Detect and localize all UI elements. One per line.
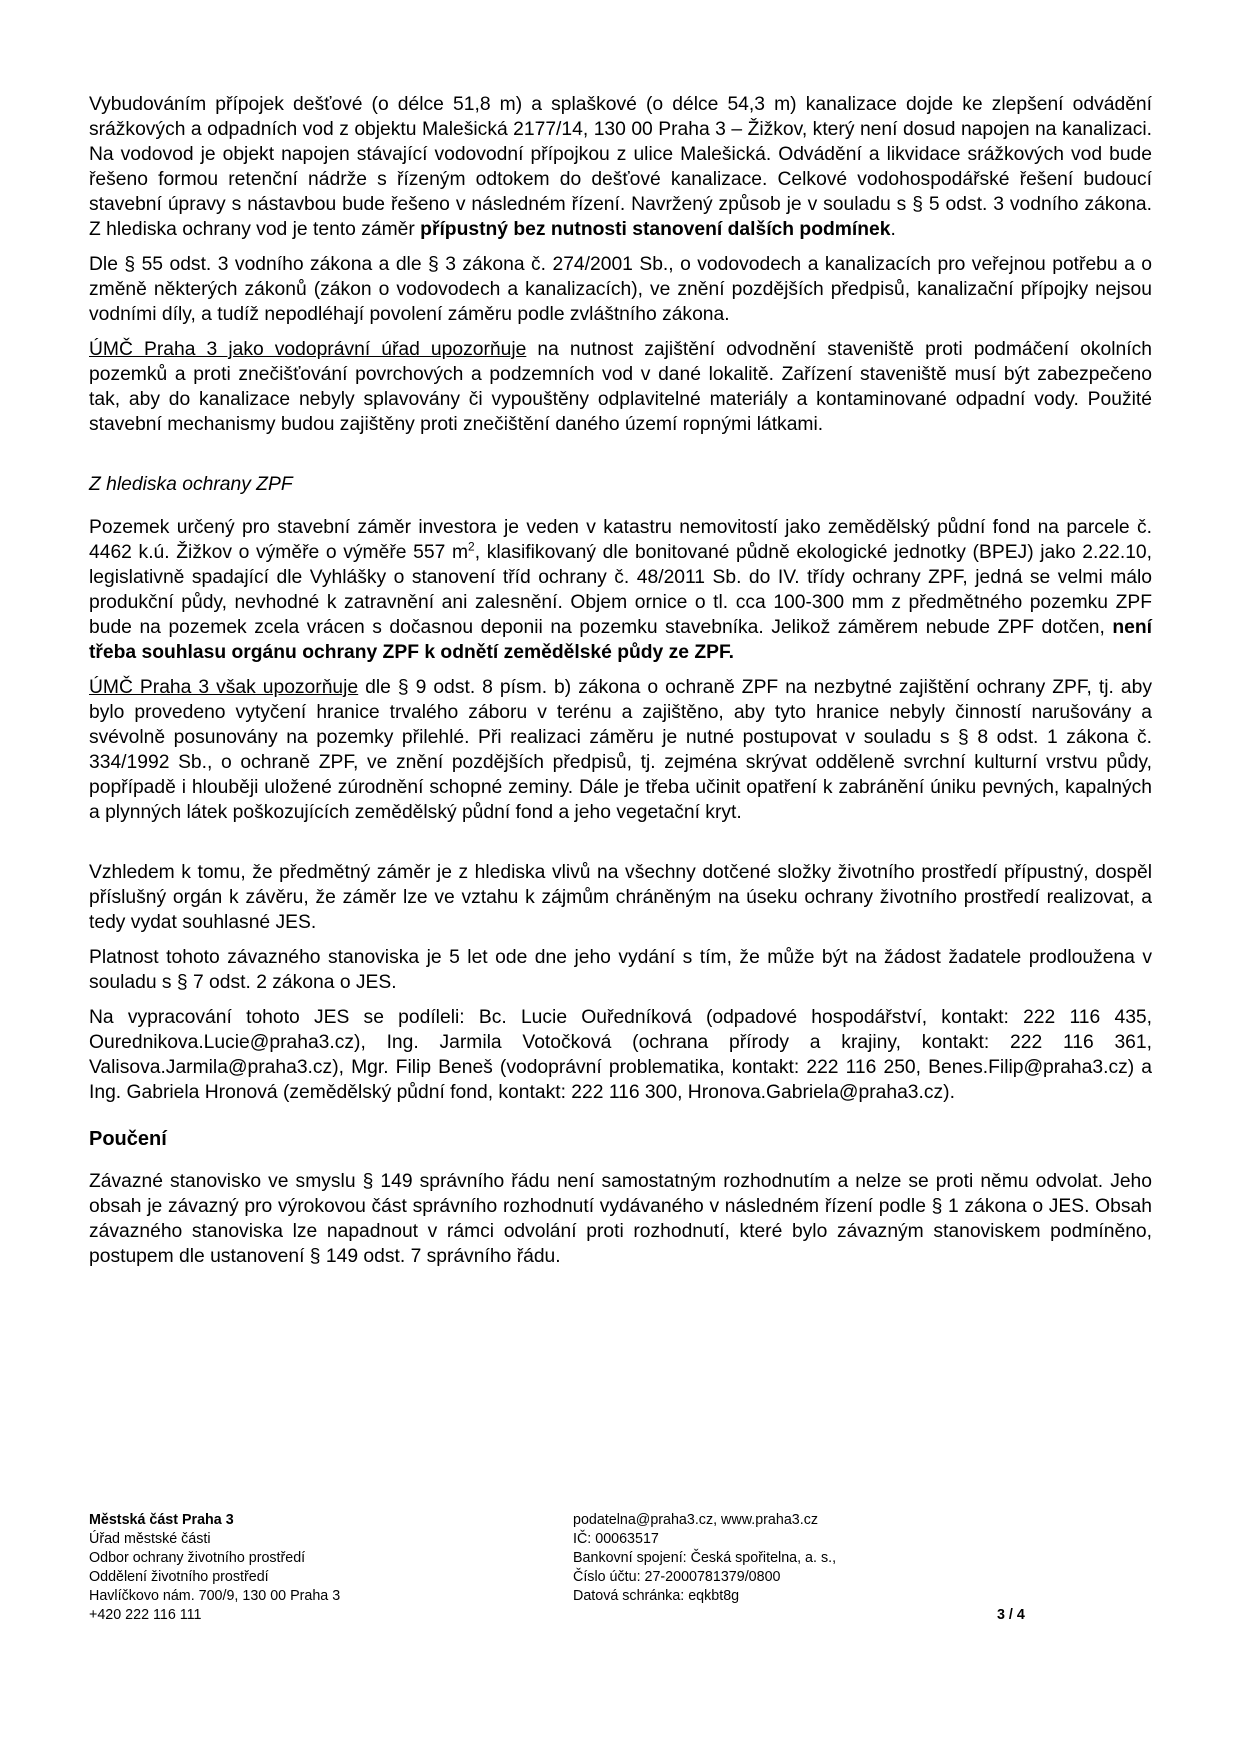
footer-department: Odbor ochrany životního prostředí bbox=[89, 1550, 306, 1566]
footer-account: Číslo účtu: 27-2000781379/0800 bbox=[573, 1569, 781, 1585]
zpf-paragraph-2 bbox=[89, 675, 1152, 825]
footer-section: Oddělení životního prostředí bbox=[89, 1569, 269, 1585]
water-notice-underlined: ÚMČ Praha 3 jako vodoprávní úřad upozorňuje bbox=[89, 339, 527, 360]
footer-bank: Bankovní spojení: Česká spořitelna, a. s., bbox=[573, 1550, 837, 1566]
footer-ico: IČ: 00063517 bbox=[573, 1531, 659, 1547]
water-paragraph-1-text: Vybudováním přípojek dešťové (o délce 51,8 m) a splaškové (o délce 54,3 m) kanalizace dojde ke zlepšení odvádění srážkových a odpadních vod z objektu Malešická 2177/14, 130 00 Praha 3 – Žižkov, který není dosud napojen na kanalizaci. Na vodovod je objekt napojen stávající vodovodní přípojkou z ulice Malešická. Odvádění a likvidace srážkových vod bude řešeno formou retenční nádrže s řízeným odtokem do dešťové kanalizace. Celkové vodohospodářské řešení budoucí stavební úpravy s nástavbou bude řešeno v následném řízení. Navržený způsob je v souladu s § 5 odst. 3 vodního zákona. Z hlediska ochrany vod je tento záměr bbox=[89, 94, 1152, 240]
zpf-notice-underlined: ÚMČ Praha 3 však upozorňuje bbox=[89, 677, 359, 698]
water-paragraph-3-text: na nutnost zajištění odvodnění staveniště proti podmáčení okolních pozemků a proti znečišťování povrchových a podzemních vod v dané lokalitě. Zařízení staveniště musí být zabezpečeno tak, aby do kanalizace nebyly splavovány či vypouštěny odplavitelné materiály a kontaminované odpadní vody. Použité stavební mechanismy budou zajištěny proti znečištění daného území ropnými látkami. bbox=[89, 339, 1152, 435]
pouceni-paragraph: Závazné stanovisko ve smyslu § 149 správního řádu není samostatným rozhodnutím a nelze se proti němu odvolat. Jeho obsah je závazný pro výrokovou část správního rozhodnutí vydávaného v následném řízení podle § 1 zákona o JES. Obsah závazného stanoviska lze napadnout v rámci odvolání proti rozhodnutí, které bylo závazným stanoviskem podmíněno, postupem dle ustanovení § 149 odst. 7 správního řádu. bbox=[89, 1171, 1152, 1267]
conclusion-paragraph-2: Platnost tohoto závazného stanoviska je 5 let ode dne jeho vydání s tím, že může být na žádost žadatele prodloužena v souladu s § 7 odst. 2 zákona o JES. bbox=[89, 947, 1152, 993]
page-number: 3 / 4 bbox=[997, 1607, 1025, 1623]
footer-phone: +420 222 116 111 bbox=[89, 1607, 202, 1623]
document-body bbox=[89, 92, 1152, 1279]
footer-address-block bbox=[89, 1511, 489, 1625]
footer-databox: Datová schránka: eqkbt8g bbox=[573, 1588, 740, 1604]
zpf-paragraph-1-superscript: 2 bbox=[468, 539, 475, 554]
footer-org-name: Městská část Praha 3 bbox=[89, 1512, 234, 1528]
zpf-paragraph-2-text: dle § 9 odst. 8 písm. b) zákona o ochraně ZPF na nezbytné zajištění ochrany ZPF, tj. aby bylo provedeno vytyčení hranice trvalého záboru v terénu a zajištěno, aby tyto hranice nebyly činností narušovány a svévolně posunovány na pozemky přilehlé. Při realizaci záměru je nutné postupovat v souladu s § 8 odst. 1 zákona č. 334/1992 Sb., o ochraně ZPF, ve znění pozdějších předpisů, tj. zejména skrývat odděleně svrchní kulturní vrstvu půdy, popřípadě i hlouběji uložené zúrodnění schopné zeminy. Dále je třeba učinit opatření k zabránění úniku pevných, kapalných a plynných látek poškozujících zemědělský půdní fond a jeho vegetační kryt. bbox=[89, 677, 1152, 823]
zpf-paragraph-1-text-a: Pozemek určený pro stavební záměr investora je veden v katastru nemovitostí jako zemědělský půdní fond na parcele č. 4462 k.ú. Žižkov o výměře o výměře 557 m bbox=[89, 517, 1152, 563]
conclusion-paragraph-3: Na vypracování tohoto JES se podíleli: Bc. Lucie Ouředníková (odpadové hospodářství, kontakt: 222 116 435, Ourednikova.Lucie@praha3.cz), Ing. Jarmila Votočková (ochrana přírody a krajiny, kontakt: 222 116 361, Valisova.Jarmila@praha3.cz), Mgr. Filip Beneš (vodoprávní problematika, kontakt: 222 116 250, Benes.Filip@praha3.cz) a Ing. Gabriela Hronová (zemědělský půdní fond, kontakt: 222 116 300, Hronova.Gabriela@praha3.cz). bbox=[89, 1007, 1152, 1103]
water-paragraph-3 bbox=[89, 337, 1152, 437]
zpf-paragraph-1-text-b: , klasifikovaný dle bonitované půdně ekologické jednotky (BPEJ) jako 2.22.10, legislativně spadající dle Vyhlášky o stanovení tříd ochrany č. 48/2011 Sb. do IV. třídy ochrany ZPF, jedná se velmi málo produkční půdy, nevhodné k zatravnění ani zalesnění. Objem ornice o tl. cca 100-300 mm z předmětného pozemku ZPF bude na pozemek zcela vrácen s dočasnou deponii na pozemku stavebníka. Jelikož záměrem nebude ZPF dotčen, bbox=[89, 542, 1152, 638]
footer-email-web: podatelna@praha3.cz, www.praha3.cz bbox=[573, 1512, 818, 1528]
footer-office: Úřad městské části bbox=[89, 1531, 211, 1547]
water-paragraph-1 bbox=[89, 92, 1152, 242]
zpf-paragraph-1-bold: není třeba souhlasu orgánu ochrany ZPF k odnětí zemědělské půdy ze ZPF. bbox=[89, 617, 1152, 663]
conclusion-paragraph-1: Vzhledem k tomu, že předmětný záměr je z hlediska vlivů na všechny dotčené složky životního prostředí přípustný, dospěl příslušný orgán k závěru, že záměr lze ve vztahu k zájmům chráněným na úseku ochrany životního prostředí realizovat, a tedy vydat souhlasné JES. bbox=[89, 862, 1152, 933]
water-paragraph-1-bold: přípustný bez nutnosti stanovení dalších podmínek bbox=[420, 219, 891, 240]
zpf-paragraph-1 bbox=[89, 515, 1152, 665]
water-paragraph-1-end: . bbox=[890, 219, 896, 240]
footer-address: Havlíčkovo nám. 700/9, 130 00 Praha 3 bbox=[89, 1588, 341, 1604]
pouceni-heading: Poučení bbox=[89, 1128, 167, 1150]
water-paragraph-2: Dle § 55 odst. 3 vodního zákona a dle § 3 zákona č. 274/2001 Sb., o vodovodech a kanalizacích pro veřejnou potřebu a o změně některých zákonů (zákon o vodovodech a kanalizacích), ve znění pozdějších předpisů, kanalizační přípojky nejsou vodními díly, a tudíž nepodléhají povolení záměru podle zvláštního zákona. bbox=[89, 254, 1152, 325]
footer-contact-block bbox=[573, 1511, 993, 1606]
zpf-heading: Z hlediska ochrany ZPF bbox=[89, 474, 293, 495]
